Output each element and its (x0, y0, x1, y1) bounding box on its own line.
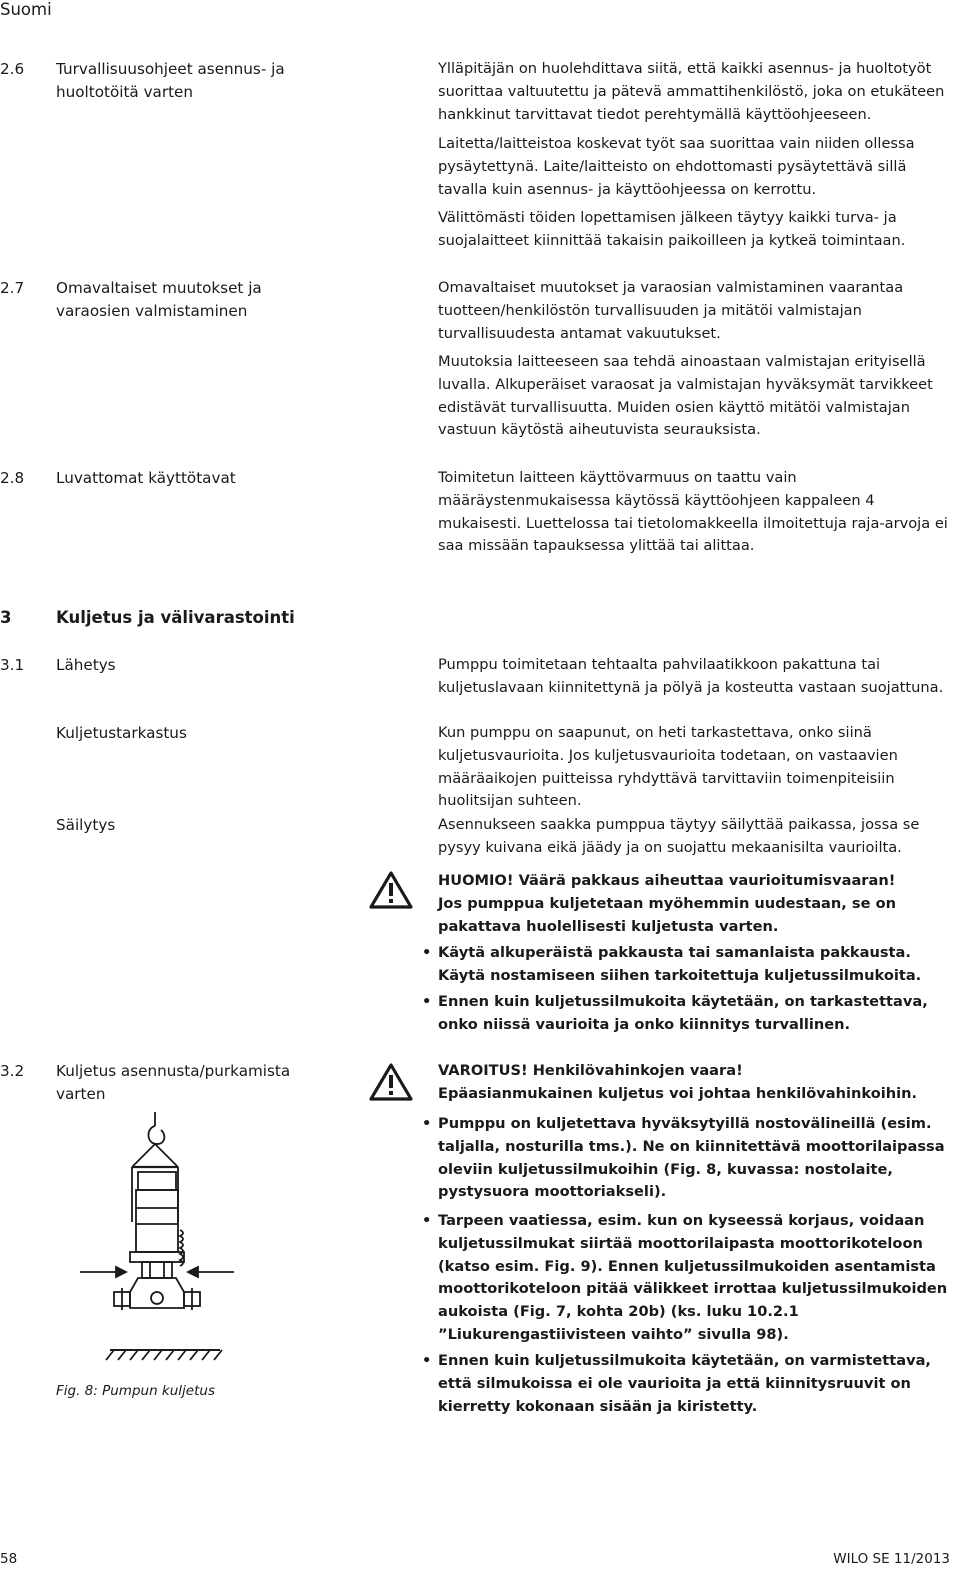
bullet-marker: • (422, 1352, 432, 1369)
subsection-sailytys-paragraph: Asennukseen saakka pumppua täytyy säilyttää paikassa, jossa se pysyy kuivana eikä jäädy ja on suojattu mekaanisilta vaurioilta. (438, 816, 920, 856)
warning-triangle-icon (369, 1062, 413, 1102)
figure-8-caption: Fig. 8: Pumpun kuljetus (56, 1383, 215, 1399)
section-2-7-number: 2.7 (0, 279, 25, 297)
section-3-2-title: Kuljetus asennusta/purkamista varten (56, 1062, 291, 1103)
section-2-7-paragraph-2: Muutoksia laitteeseen saa tehdä ainoastaan valmistajan erityisellä luvalla. Alkuperäiset varaosat ja valmistajan hyväksymät tarvikkeet edistävät turvallisuutta. Muiden osien käyttö mitätöi valmistajan vastuun käytöstä aiheutuvista seurauksista. (438, 353, 933, 439)
warning-1-heading: HUOMIO! Väärä pakkaus aiheuttaa vaurioitumisvaaran! (438, 872, 896, 889)
page-header-language: Suomi (0, 0, 52, 19)
section-3-2-number: 3.2 (0, 1062, 25, 1080)
warning-1-text: Jos pumppua kuljetetaan myöhemmin uudestaan, se on pakattava huolellisesti kuljetusta varten. (438, 895, 896, 935)
section-2-6-paragraph-2: Laitetta/laitteistoa koskevat työt saa suorittaa vain niiden ollessa pysäytettynä. Laite/laitteisto on ehdottomasti pysäytettävä sillä tavalla kuin asennus- ja käyttöohjeessa on kerrottu. (438, 135, 915, 198)
section-2-7-title: Omavaltaiset muutokset ja varaosien valmistaminen (56, 279, 262, 320)
bullet-marker: • (422, 1212, 432, 1229)
bullet-marker: • (422, 993, 432, 1010)
chapter-3-title: Kuljetus ja välivarastointi (56, 608, 295, 627)
bullet-marker: • (422, 1115, 432, 1132)
section-3-1-title: Lähetys (56, 656, 116, 674)
warning-triangle-icon (369, 870, 413, 910)
warning-1-bullet-2: Ennen kuin kuljetussilmukoita käytetään, on tarkastettava, onko niissä vaurioita ja onko kiinnitys turvallinen. (438, 993, 928, 1033)
warning-2-text: Epäasianmukainen kuljetus voi johtaa henkilövahinkoihin. (438, 1085, 918, 1102)
pump-transport-figure (80, 1112, 250, 1382)
warning-2-bullet-1: Pumppu on kuljetettava hyväksytyillä nostovälineillä (esim. taljalla, nosturilla tms.). Ne on kiinnitettävä moottorilaipassa oleviin kuljetussilmukoihin (Fig. 8, kuvassa: nostolaite, pystysuora moottoriakseli). (438, 1115, 945, 1201)
section-2-8-number: 2.8 (0, 469, 25, 487)
subsection-kuljetustarkastus-paragraph: Kun pumppu on saapunut, on heti tarkastettava, onko siinä kuljetusvaurioita. Jos kuljetusvaurioita todetaan, on vastaavien määräaikojen puitteissa ryhdyttävä tarvittaviin toimenpiteisiin huolitsijan suhteen. (438, 724, 898, 810)
page-number: 58 (0, 1551, 18, 1567)
section-2-7-paragraph-1: Omavaltaiset muutokset ja varaosian valmistaminen vaarantaa tuotteen/henkilöstön turvallisuuden ja mitätöi valmistajan turvallisuudesta antamat vakuutukset. (438, 279, 904, 342)
subsection-kuljetustarkastus-title: Kuljetustarkastus (56, 724, 187, 742)
section-2-6-paragraph-3: Välittömästi töiden lopettamisen jälkeen täytyy kaikki turva- ja suojalaitteet kiinnittää takaisin paikoilleen ja kytkeä toimintaan. (438, 209, 906, 249)
section-2-8-paragraph: Toimitetun laitteen käyttövarmuus on taattu vain määräystenmukaisessa käytössä käyttöohjeen kappaleen 4 mukaisesti. Luettelossa tai tietolomakkeella ilmoitettuja raja-arvoja ei saa missään tapauksessa ylittää tai alittaa. (438, 469, 948, 555)
warning-2-heading: VAROITUS! Henkilövahinkojen vaara! (438, 1062, 743, 1079)
section-2-8-title: Luvattomat käyttötavat (56, 469, 236, 487)
section-2-6-paragraph-1: Ylläpitäjän on huolehdittava siitä, että kaikki asennus- ja huoltotyöt suorittaa valtuutettu ja pätevä ammattihenkilöstö, joka on etukäteen hankkinut tarvittavat tiedot perehtymällä käyttöohjeeseen. (438, 60, 945, 123)
warning-2-bullet-2: Tarpeen vaatiessa, esim. kun on kyseessä korjaus, voidaan kuljetussilmukat siirtää moottorilaipasta moottorikoteloon (katso esim. Fig. 9). Ennen kuljetussilmukoiden asentamista moottorikoteloon pitää välikkeet irrottaa kuljetussilmukoiden aukoista (Fig. 7, kohta 20b) (ks. luku 10.2.1 ”Liukurengastiivisteen vaihto” sivulla 98). (438, 1212, 948, 1343)
warning-1-bullet-1: Käytä alkuperäistä pakkausta tai samanlaista pakkausta. Käytä nostamiseen siihen tarkoitettuja kuljetussilmukoita. (438, 944, 922, 984)
section-3-1-paragraph: Pumppu toimitetaan tehtaalta pahvilaatikkoon pakattuna tai kuljetuslavaan kiinnitettynä ja pölyä ja kosteutta vastaan suojattuna. (438, 656, 944, 696)
section-3-1-number: 3.1 (0, 656, 25, 674)
subsection-sailytys-title: Säilytys (56, 816, 116, 834)
section-2-6-number: 2.6 (0, 60, 25, 78)
footer-publisher: WILO SE 11/2013 (833, 1551, 950, 1567)
chapter-3-number: 3 (0, 608, 12, 627)
bullet-marker: • (422, 944, 432, 961)
section-2-6-title: Turvallisuusohjeet asennus- ja huoltotöitä varten (56, 60, 285, 101)
warning-2-bullet-3: Ennen kuin kuljetussilmukoita käytetään, on varmistettava, että silmukoissa ei ole vaurioita ja että kiinnitysruuvit on kierretty kokonaan sisään ja kiristetty. (438, 1352, 931, 1415)
